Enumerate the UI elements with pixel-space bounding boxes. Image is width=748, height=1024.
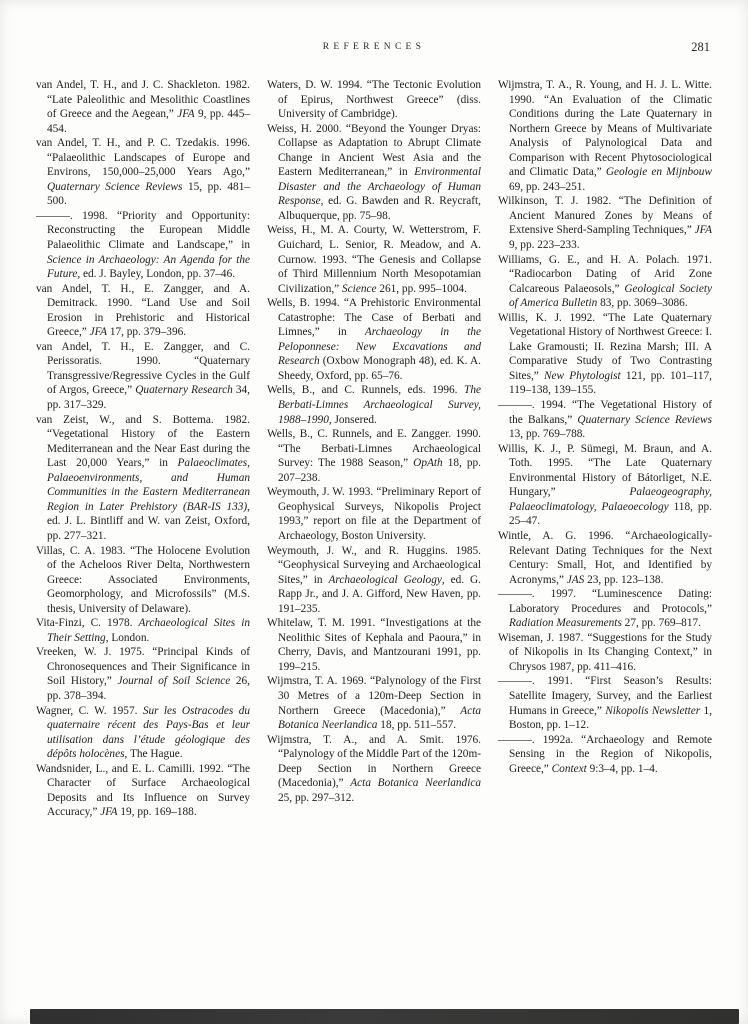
page-title: REFERENCES xyxy=(322,42,426,52)
reference-entry: Willis, K. J. 1992. “The Late Quaternary Vegetational History of Northwest Greece: I. Lake Gramousti; II. Rezina Marsh; III. A Comparative Study of Two Contrasting Sites,” New Phytologist 121, pp. 101–117, 119–138, 139–155. xyxy=(498,311,712,397)
reference-entry: Wells, B., C. Runnels, and E. Zangger. 1990. “The Berbati-Limnes Archaeological Survey: The 1988 Season,” OpAth 18, pp. 207–238. xyxy=(267,428,481,484)
reference-entry: Wijmstra, T. A., R. Young, and H. J. L. Witte. 1990. “An Evaluation of the Climatic Conditions during the Late Quaternary in Northern Greece by Means of Multivariate Analysis of Palynological Data and Comparison with Recent Phytosociological and Climatic Data,” Geologie en Mijnbouw 69, pp. 243–251. xyxy=(498,79,712,193)
reference-entry: Weiss, H. 2000. “Beyond the Younger Dryas: Collapse as Adaptation to Abrupt Climate Change in Ancient West Asia and the Eastern Mediterranean,” in Environmental Disaster and the Archaeology of Human Response, ed. G. Bawden and R. Reycraft, Albuquerque, pp. 75–98. xyxy=(267,122,481,222)
reference-entry: ———. 1997. “Luminescence Dating: Laboratory Procedures and Protocols,” Radiation Measurements 27, pp. 769–817. xyxy=(498,588,712,630)
reference-entry: van Andel, T. H., and P. C. Tzedakis. 1996. “Palaeolithic Landscapes of Europe and Environs, 150,000–25,000 Years Ago,” Quaternary Science Reviews 15, pp. 481–500. xyxy=(36,137,250,208)
reference-entry: van Andel, T. H., and J. C. Shackleton. 1982. “Late Paleolithic and Mesolithic Coastlines of Greece and the Aegean,” JFA 9, pp. 445–454. xyxy=(36,79,250,135)
references-columns xyxy=(0,58,748,820)
reference-entry: ———. 1994. “The Vegetational History of the Balkans,” Quaternary Science Reviews 13, pp. 769–788. xyxy=(498,399,712,441)
reference-entry: Waters, D. W. 1994. “The Tectonic Evolution of Epirus, Northwest Greece” (diss. University of Cambridge). xyxy=(267,79,481,121)
reference-entry: Wijmstra, T. A., and A. Smit. 1976. “Palynology of the Middle Part of the 120m-Deep Section in Northern Greece (Macedonia),” Acta Botanica Neerlandica 25, pp. 297–312. xyxy=(267,733,482,804)
reference-entry: Weymouth, J. W., and R. Huggins. 1985. “Geophysical Surveying and Archaeological Sites,” in Archaeological Geology, ed. G. Rapp Jr., and J. A. Gifford, New Haven, pp. 191–235. xyxy=(267,544,481,615)
reference-entry: Wells, B. 1994. “A Prehistoric Environmental Catastrophe: The Case of Berbati and Limnes,” in Archaeology in the Peloponnese: New Excavations and Research (Oxbow Monograph 48), ed. K. A. Sheedy, Oxford, pp. 65–76. xyxy=(267,297,481,382)
reference-entry: Vita-Finzi, C. 1978. Archaeological Sites in Their Setting, London. xyxy=(36,617,250,644)
page-bottom-edge xyxy=(30,1009,739,1024)
reference-entry: Wilkinson, T. J. 1982. “The Definition of Ancient Manured Zones by Means of Extensive Sherd-Sampling Techniques,” JFA 9, pp. 223–233. xyxy=(498,195,712,252)
reference-entry: Vreeken, W. J. 1975. “Principal Kinds of Chronosequences and Their Significance in Soil History,” Journal of Soil Science 26, pp. 378–394. xyxy=(36,646,250,702)
reference-entry: Wintle, A. G. 1996. “Archaeologically-Relevant Dating Techniques for the Next Century: Small, Hot, and Identified by Acronyms,” JAS 23, pp. 123–138. xyxy=(498,529,712,586)
reference-entry: van Andel, T. H., E. Zangger, and C. Perissoratis. 1990. “Quaternary Transgressive/Regressive Cycles in the Gulf of Argos, Greece,” Quaternary Research 34, pp. 317–329. xyxy=(36,340,250,412)
reference-entry: Wells, B., and C. Runnels, eds. 1996. The Berbati-Limnes Archaeological Survey, 1988–1990, Jonsered. xyxy=(267,384,481,426)
reference-entry: Weymouth, J. W. 1993. “Preliminary Report of Geophysical Surveys, Nikopolis Project 1993,” report on file at the Department of Archaeology, Boston University. xyxy=(267,486,481,542)
reference-entry: Wandsnider, L., and E. L. Camilli. 1992. “The Character of Surface Archaeological Deposits and Its Influence on Survey Accuracy,” JFA 19, pp. 169–188. xyxy=(36,762,250,819)
reference-column xyxy=(498,78,712,820)
reference-entry: Wiseman, J. 1987. “Suggestions for the Study of Nikopolis in Its Changing Context,” in Chrysos 1987, pp. 411–416. xyxy=(498,631,712,673)
reference-entry: Whitelaw, T. M. 1991. “Investigations at the Neolithic Sites of Kephala and Paoura,” in Cherry, Davis, and Mantzourani 1991, pp. 199–215. xyxy=(267,617,481,673)
page-number: 281 xyxy=(691,40,710,54)
reference-entry: Villas, C. A. 1983. “The Holocene Evolution of the Acheloos River Delta, Northwestern Greece: Associated Environments, Geomorphology, and Microfossils” (M.S. thesis, University of Delaware). xyxy=(36,544,250,615)
reference-column xyxy=(36,78,250,820)
reference-entry: ———. 1998. “Priority and Opportunity: Reconstructing the European Middle Palaeolithic Climate and Landscape,” in Science in Archaeology: An Agenda for the Future, ed. J. Bayley, London, pp. 37–46. xyxy=(36,209,250,281)
reference-entry: ———. 1991. “First Season’s Results: Satellite Imagery, Survey, and the Earliest Humans in Greece,” Nikopolis Newsletter 1, Boston, pp. 1–12. xyxy=(498,675,713,732)
reference-entry: Wijmstra, T. A. 1969. “Palynology of the First 30 Metres of a 120m-Deep Section in Northern Greece (Macedonia),” Acta Botanica Neerlandica 18, pp. 511–557. xyxy=(267,675,481,732)
reference-entry: Willis, K. J., P. Sümegi, M. Braun, and A. Toth. 1995. “The Late Quaternary Environmental History of Bátorliget, N.E. Hungary,” Palaeogeography, Palaeoclimatology, Palaeoecology 118, pp. 25–47. xyxy=(498,442,713,528)
reference-column xyxy=(267,78,481,820)
reference-entry: van Zeist, W., and S. Bottema. 1982. “Vegetational History of the Eastern Mediterranean and the Near East during the Last 20,000 Years,” in Palaeoclimates, Palaeoenvironments, and Human Communities in the Eastern Mediterranean Region in Later Prehistory (BAR-IS 133), ed. J. L. Bintliff and W. van Zeist, Oxford, pp. 277–321. xyxy=(36,413,250,542)
reference-entry: Weiss, H., M. A. Courty, W. Wetterstrom, F. Guichard, L. Senior, R. Meadow, and A. Curnow. 1993. “The Genesis and Collapse of Third Millennium North Mesopotamian Civilization,” Science 261, pp. 995–1004. xyxy=(267,224,481,295)
running-head xyxy=(36,42,712,58)
reference-entry: van Andel, T. H., E. Zangger, and A. Demitrack. 1990. “Land Use and Soil Erosion in Prehistoric and Historical Greece,” JFA 17, pp. 379–396. xyxy=(36,282,250,339)
reference-entry: ———. 1992a. “Archaeology and Remote Sensing in the Region of Nikopolis, Greece,” Context 9:3–4, pp. 1–4. xyxy=(498,733,712,775)
reference-entry: Williams, G. E., and H. A. Polach. 1971. “Radiocarbon Dating of Arid Zone Calcareous Palaeosols,” Geological Society of America Bulletin 83, pp. 3069–3086. xyxy=(498,253,712,310)
reference-entry: Wagner, C. W. 1957. Sur les Ostracodes du quaternaire récent des Pays-Bas et leur utilisation dans l’étude géologique des dépôts holocènes, The Hague. xyxy=(36,704,250,761)
